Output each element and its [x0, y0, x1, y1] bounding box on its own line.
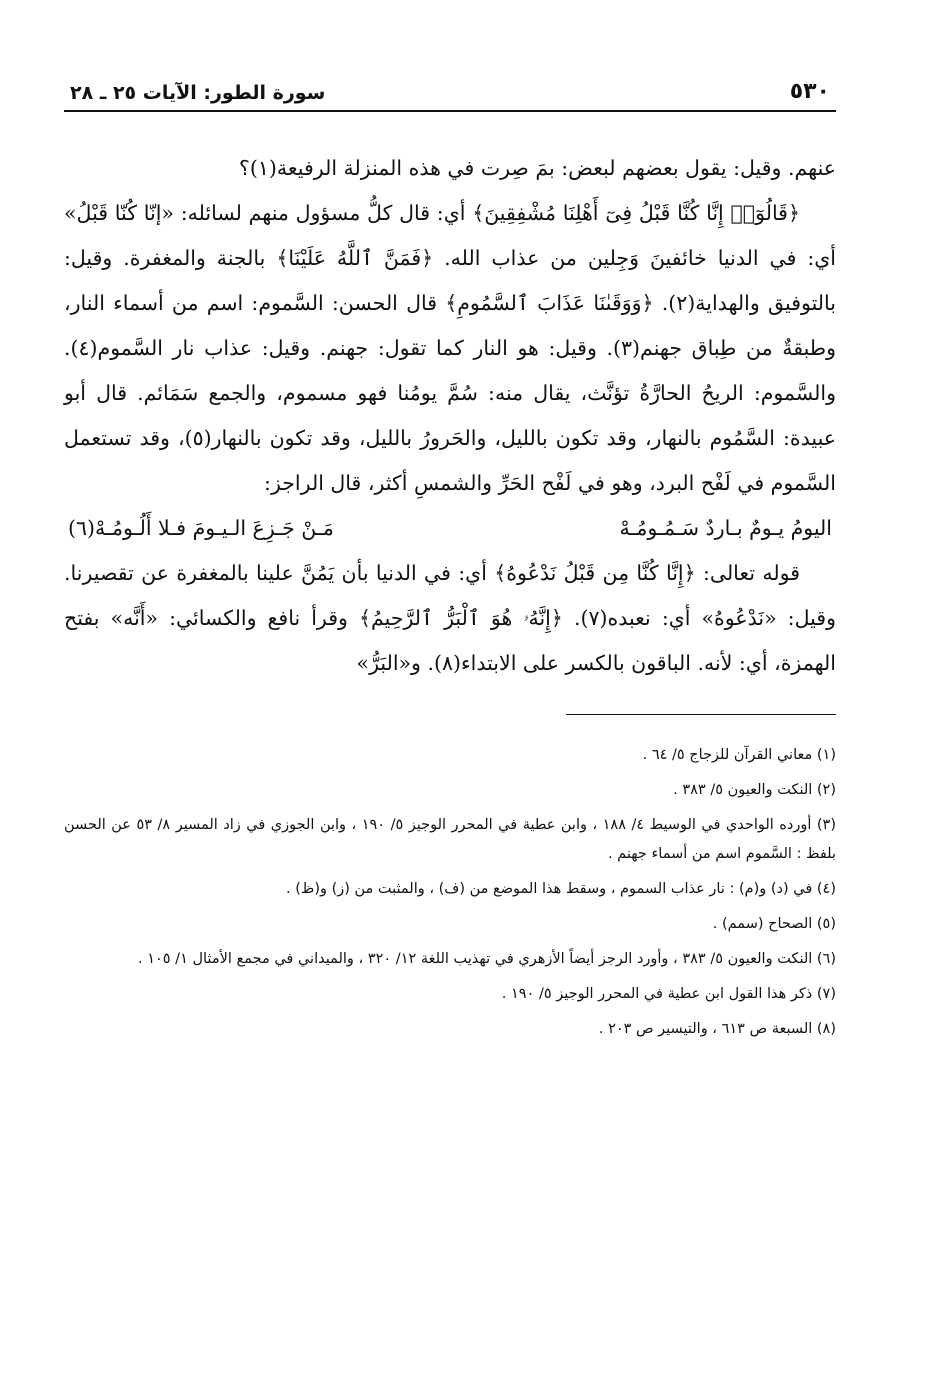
verse-hemistich-second: مَـنْ جَـزِعَ الـيـومَ فـلا أَلُـومُـهْ(٦) [68, 516, 334, 540]
footnotes [64, 741, 836, 1044]
main-text [64, 146, 836, 686]
footnote: (٨) السبعة ص ٦١٣ ، والتيسير ص ٢٠٣ . [598, 1021, 836, 1037]
page-number: ٥٣٠ [789, 79, 830, 104]
footnote: (٤) في (د) و(م) : نار عذاب السموم ، وسقط هذا الموضع من (ف) ، والمثبت من (ز) و(ظ) . [286, 881, 836, 897]
paragraph: قوله تعالى: ﴿إِنَّا كُنَّا مِن قَبْلُ نَدْعُوهُ﴾ أي: في الدنيا بأن يَمُنَّ علينا بالمغفرة عن تقصيرنا. وقيل: «نَدْعُوهُ» أي: نعبده(٧). ﴿إِنَّهُۥ هُوَ ٱلْبَرُّ ٱلرَّحِيمُ﴾ وقرأ نافع والكسائي: «أَنَّه» بفتح الهمزة، أي: لأنه. الباقون بالكسر على الابتداء(٨). و«البَرُّ» [64, 561, 836, 675]
footnote: (٦) النكت والعيون ٥/ ٣٨٣ ، وأورد الرجز أيضاً الأزهري في تهذيب اللغة ١٢/ ٣٢٠ ، والميداني في مجمع الأمثال ١/ ١٠٥ . [137, 951, 836, 967]
footnote-divider [566, 714, 836, 715]
poetry-verse [64, 506, 836, 551]
paragraph: ﴿قَالُوٓا۟ إِنَّا كُنَّا قَبْلُ فِىٓ أَهْلِنَا مُشْفِقِينَ﴾ أي: قال كلُّ مسؤول منهم لسائله: «إنّا كُنّا قَبْلُ» أي: في الدنيا خائفينَ وَجِلين من عذاب الله. ﴿فَمَنَّ ٱللَّهُ عَلَيْنَا﴾ بالجنة والمغفرة. وقيل: بالتوفيق والهداية(٢). ﴿وَوَقَىٰنَا عَذَابَ ٱلسَّمُومِ﴾ قال الحسن: السَّموم: اسم من أسماء النار، وطبقةٌ من طِباق جهنم(٣). وقيل: هو النار كما تقول: جهنم. وقيل: عذاب نار السَّموم(٤). والسَّموم: الريحُ الحارَّةُ تؤنَّث، يقال منه: سُمَّ يومُنا فهو مسموم، والجمع سَمَائم. قال أبو عبيدة: السَّمُوم بالنهار، وقد تكون بالليل، والحَرورُ بالليل، وقد تكون بالنهار(٥)، وقد تستعمل السَّموم في لَفْح البرد، وهو في لَفْح الحَرِّ والشمسِ أكثر، قال الراجز: [64, 201, 837, 495]
footnote: (١) معاني القرآن للزجاج ٥/ ٦٤ . [642, 747, 836, 763]
footnote: (٢) النكت والعيون ٥/ ٣٨٣ . [673, 782, 836, 798]
book-page [64, 60, 836, 1050]
footnote: (٥) الصحاح (سمم) . [712, 916, 836, 932]
running-title: سورة الطور: الآيات ٢٥ ـ ٢٨ [70, 82, 326, 104]
footnote: (٧) ذكر هذا القول ابن عطية في المحرر الوجيز ٥/ ١٩٠ . [501, 986, 836, 1002]
paragraph: عنهم. وقيل: يقول بعضهم لبعض: بمَ صِرت في هذه المنزلة الرفيعة(١)؟ [239, 156, 836, 180]
footnote: (٣) أورده الواحدي في الوسيط ٤/ ١٨٨ ، وابن عطية في المحرر الوجيز ٥/ ١٩٠ ، وابن الجوزي في زاد المسير ٨/ ٥٣ عن الحسن بلفظ : السَّموم اسم من أسماء جهنم . [64, 817, 836, 862]
verse-hemistich-first: اليومُ يـومٌ بـاردٌ سَـمُـومُـهْ [619, 516, 832, 540]
running-header [64, 60, 836, 112]
